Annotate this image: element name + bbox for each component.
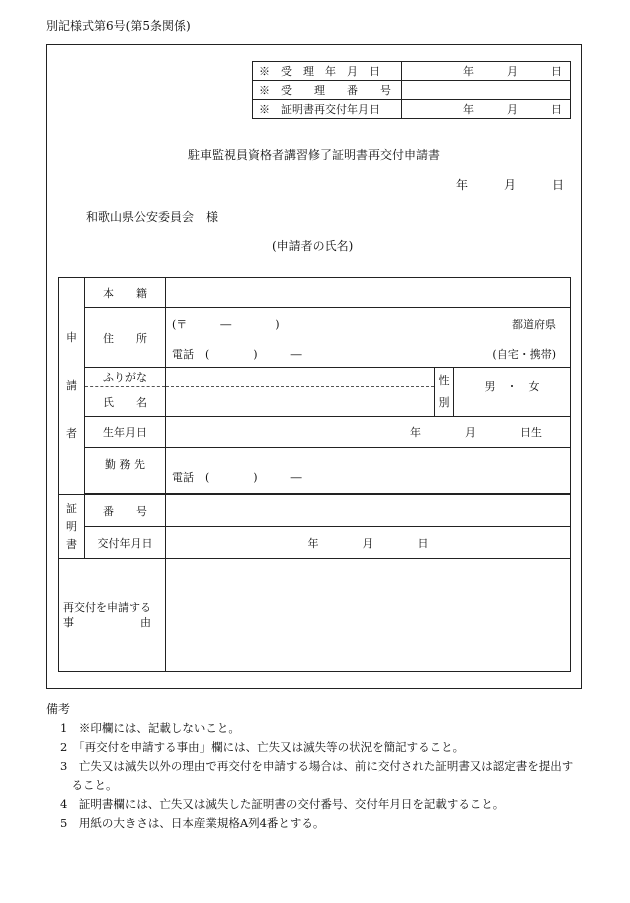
postal-code: (〒 ― ) [172, 318, 280, 331]
furigana-field[interactable] [166, 368, 435, 387]
note-item: 3 亡失又は滅失以外の理由で再交付を申請する場合は、前に交付された証明書又は認定書を提出す [60, 759, 574, 773]
reason-label: 再交付を申請する事 由 [59, 559, 166, 672]
workplace-field[interactable] [166, 448, 571, 494]
name-field[interactable] [166, 387, 435, 417]
certificate-number-label: 番 号 [85, 495, 166, 527]
application-date[interactable]: 年 月 日 [455, 178, 564, 192]
application-table [58, 277, 571, 672]
receipt-date-field[interactable]: 年 月 日 [402, 62, 571, 81]
name-label: 氏 名 [85, 387, 166, 417]
honseki-label: 本 籍 [85, 278, 166, 308]
note-item: 2 「再交付を申請する事由」欄には、亡失又は滅失等の状況を簡記すること。 [60, 740, 465, 754]
issue-date-label: 交付年月日 [85, 527, 166, 559]
phone-type: (自宅・携帯) [492, 348, 556, 361]
certificate-number-field[interactable] [166, 495, 571, 527]
receipt-number-label: ※ 受 理 番 号 [253, 81, 402, 100]
note-item: 5 用紙の大きさは、日本産業規格A列4番とする。 [60, 816, 325, 830]
note-item: 1 ※印欄には、記載しないこと。 [60, 721, 240, 735]
certificate-group-label: 証明書 [59, 495, 85, 559]
reissue-date-label: ※ 証明書再交付年月日 [253, 100, 402, 119]
workplace-label: 勤 務 先 [85, 448, 166, 494]
document-title: 駐車監視員資格者講習修了証明書再交付申請書 [187, 148, 440, 162]
form-number: 別記様式第6号(第5条関係) [46, 19, 191, 33]
reissue-date-field[interactable]: 年 月 日 [402, 100, 571, 119]
honseki-field[interactable] [166, 278, 571, 308]
applicant-name-label: (申請者の氏名) [272, 239, 354, 253]
notes-title: 備考 [46, 702, 71, 716]
furigana-label: ふりがな [85, 368, 166, 387]
birthdate-label: 生年月日 [85, 417, 166, 448]
receipt-table [252, 61, 571, 119]
receipt-date-label: ※ 受 理 年 月 日 [253, 62, 402, 81]
note-item: 4 証明書欄には、亡失又は滅失した証明書の交付番号、交付年月日を記載すること。 [60, 797, 505, 811]
work-phone: 電話 ( ) ― [172, 471, 302, 484]
address-field[interactable] [166, 308, 571, 368]
prefecture-label: 都道府県 [512, 318, 556, 331]
note-item: ること。 [60, 778, 118, 792]
sex-label: 性別 [435, 368, 454, 417]
home-phone: 電話 ( ) ― [172, 348, 302, 361]
issue-date-field[interactable]: 年 月 日 [166, 527, 571, 559]
notes-list [60, 719, 590, 833]
sex-select[interactable]: 男 ・ 女 [454, 368, 571, 417]
birthdate-field[interactable]: 年 月 日生 [166, 417, 571, 448]
applicant-group-label: 申請者 [59, 278, 85, 495]
receipt-number-field[interactable] [402, 81, 571, 100]
reason-field[interactable] [166, 559, 571, 672]
address-label: 住 所 [85, 308, 166, 368]
addressee: 和歌山県公安委員会 様 [86, 210, 219, 224]
